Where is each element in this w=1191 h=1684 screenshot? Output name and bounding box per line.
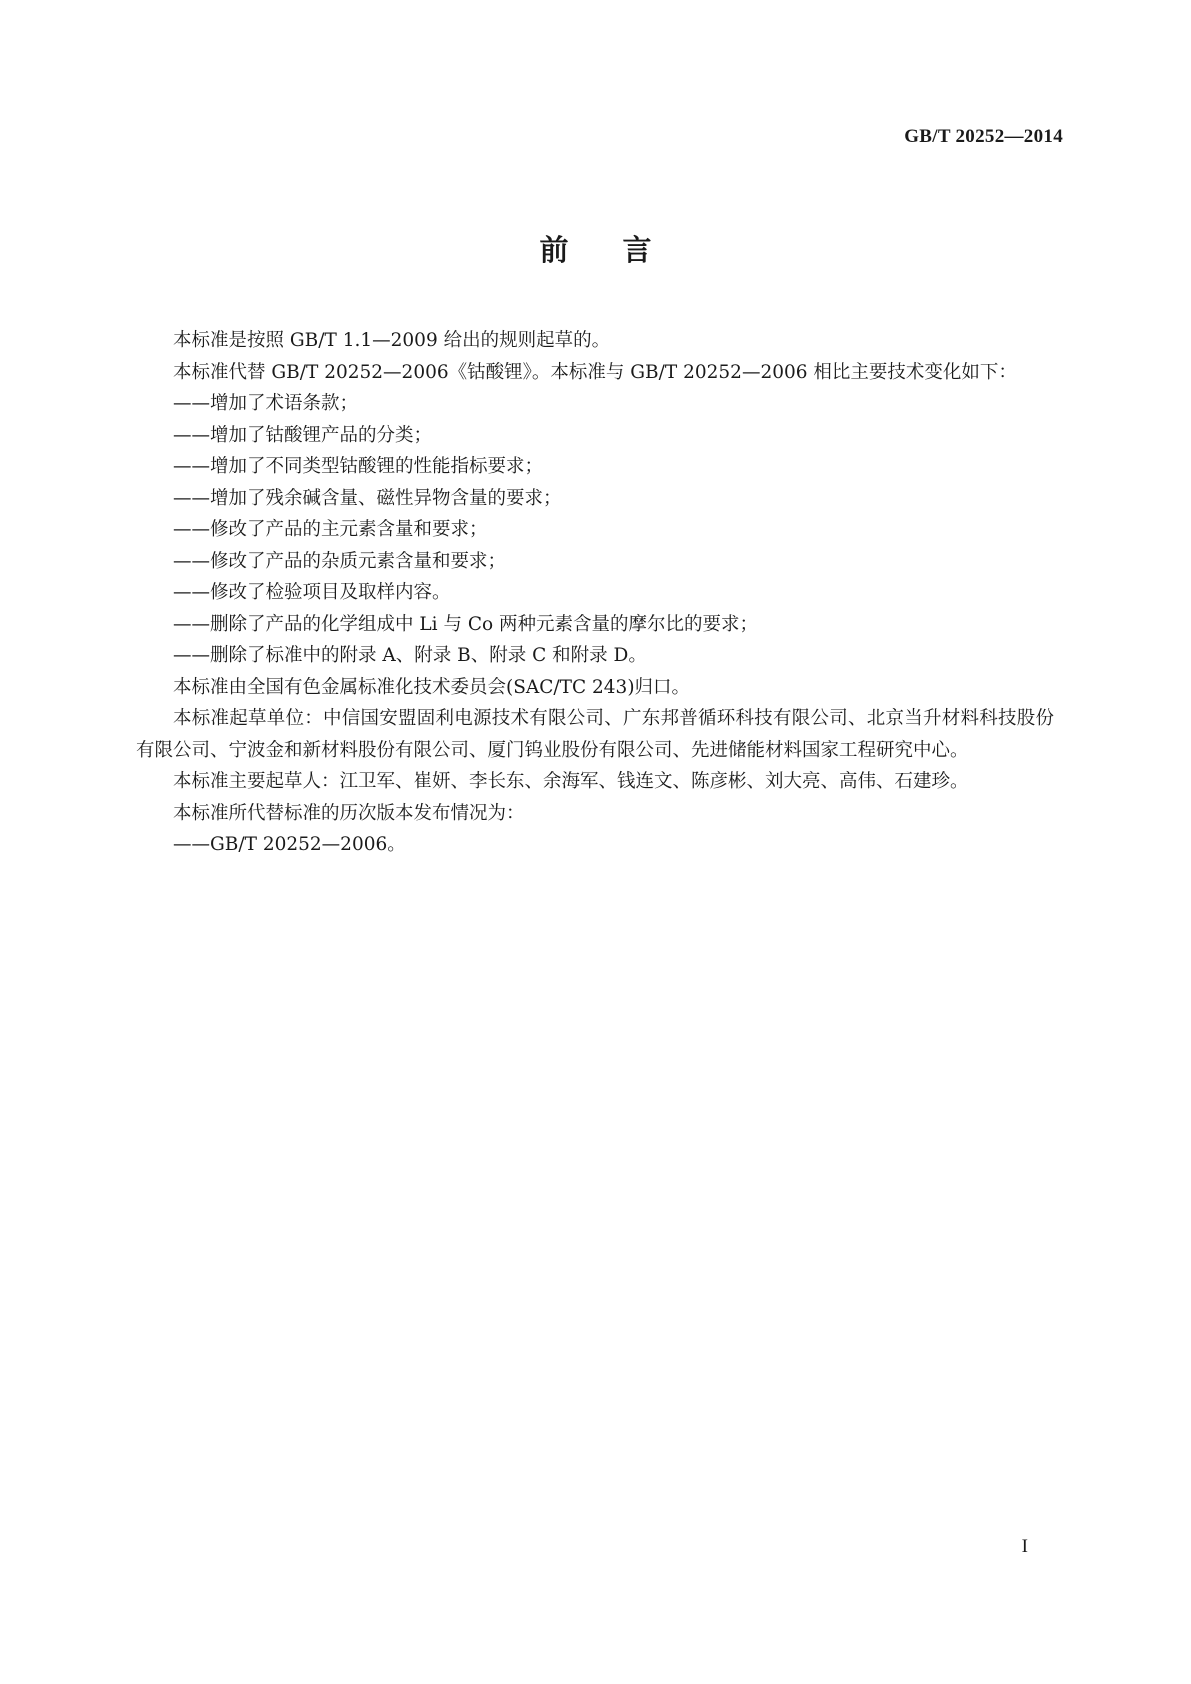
paragraph: 本标准主要起草人：江卫军、崔妍、李长东、余海军、钱连文、陈彦彬、刘大亮、高伟、石建珍。 [173,771,969,792]
list-item: ——修改了产品的杂质元素含量和要求； [173,550,507,572]
paragraph: 本标准由全国有色金属标准化技术委员会(SAC/TC 243)归口。 [173,676,691,698]
standard-code: GB/T 20252—2014 [904,126,1063,147]
list-item: ——删除了标准中的附录 A、附录 B、附录 C 和附录 D。 [173,645,647,666]
page-title: 前言 [539,233,706,267]
list-item: ——修改了检验项目及取样内容。 [173,582,451,603]
list-item: ——GB/T 20252—2006。 [173,834,406,855]
paragraph: 本标准所代替标准的历次版本发布情况为： [173,802,525,824]
list-item: ——增加了不同类型钴酸锂的性能指标要求； [173,456,544,477]
list-item: ——增加了钴酸锂产品的分类； [173,424,433,446]
paragraph: 本标准起草单位：中信国安盟固利电源技术有限公司、广东邦普循环科技有限公司、北京当升材料科技股份有限公司、宁波金和新材料股份有限公司、厦门钨业股份有限公司、先进储能材料国家工程研究中心。 [136,708,1054,761]
paragraph: 本标准代替 GB/T 20252—2006《钴酸锂》。本标准与 GB/T 20252—2006 相比主要技术变化如下： [173,361,1017,383]
list-item: ——修改了产品的主元素含量和要求； [173,519,488,540]
list-item: ——删除了产品的化学组成中 Li 与 Co 两种元素含量的摩尔比的要求； [173,613,759,635]
list-item: ——增加了术语条款； [173,393,359,414]
list-item: ——增加了残余碱含量、磁性异物含量的要求； [173,487,562,509]
page-number: I [1021,1536,1028,1557]
paragraph: 本标准是按照 GB/T 1.1—2009 给出的规则起草的。 [173,330,611,351]
foreword-body [136,325,1054,861]
